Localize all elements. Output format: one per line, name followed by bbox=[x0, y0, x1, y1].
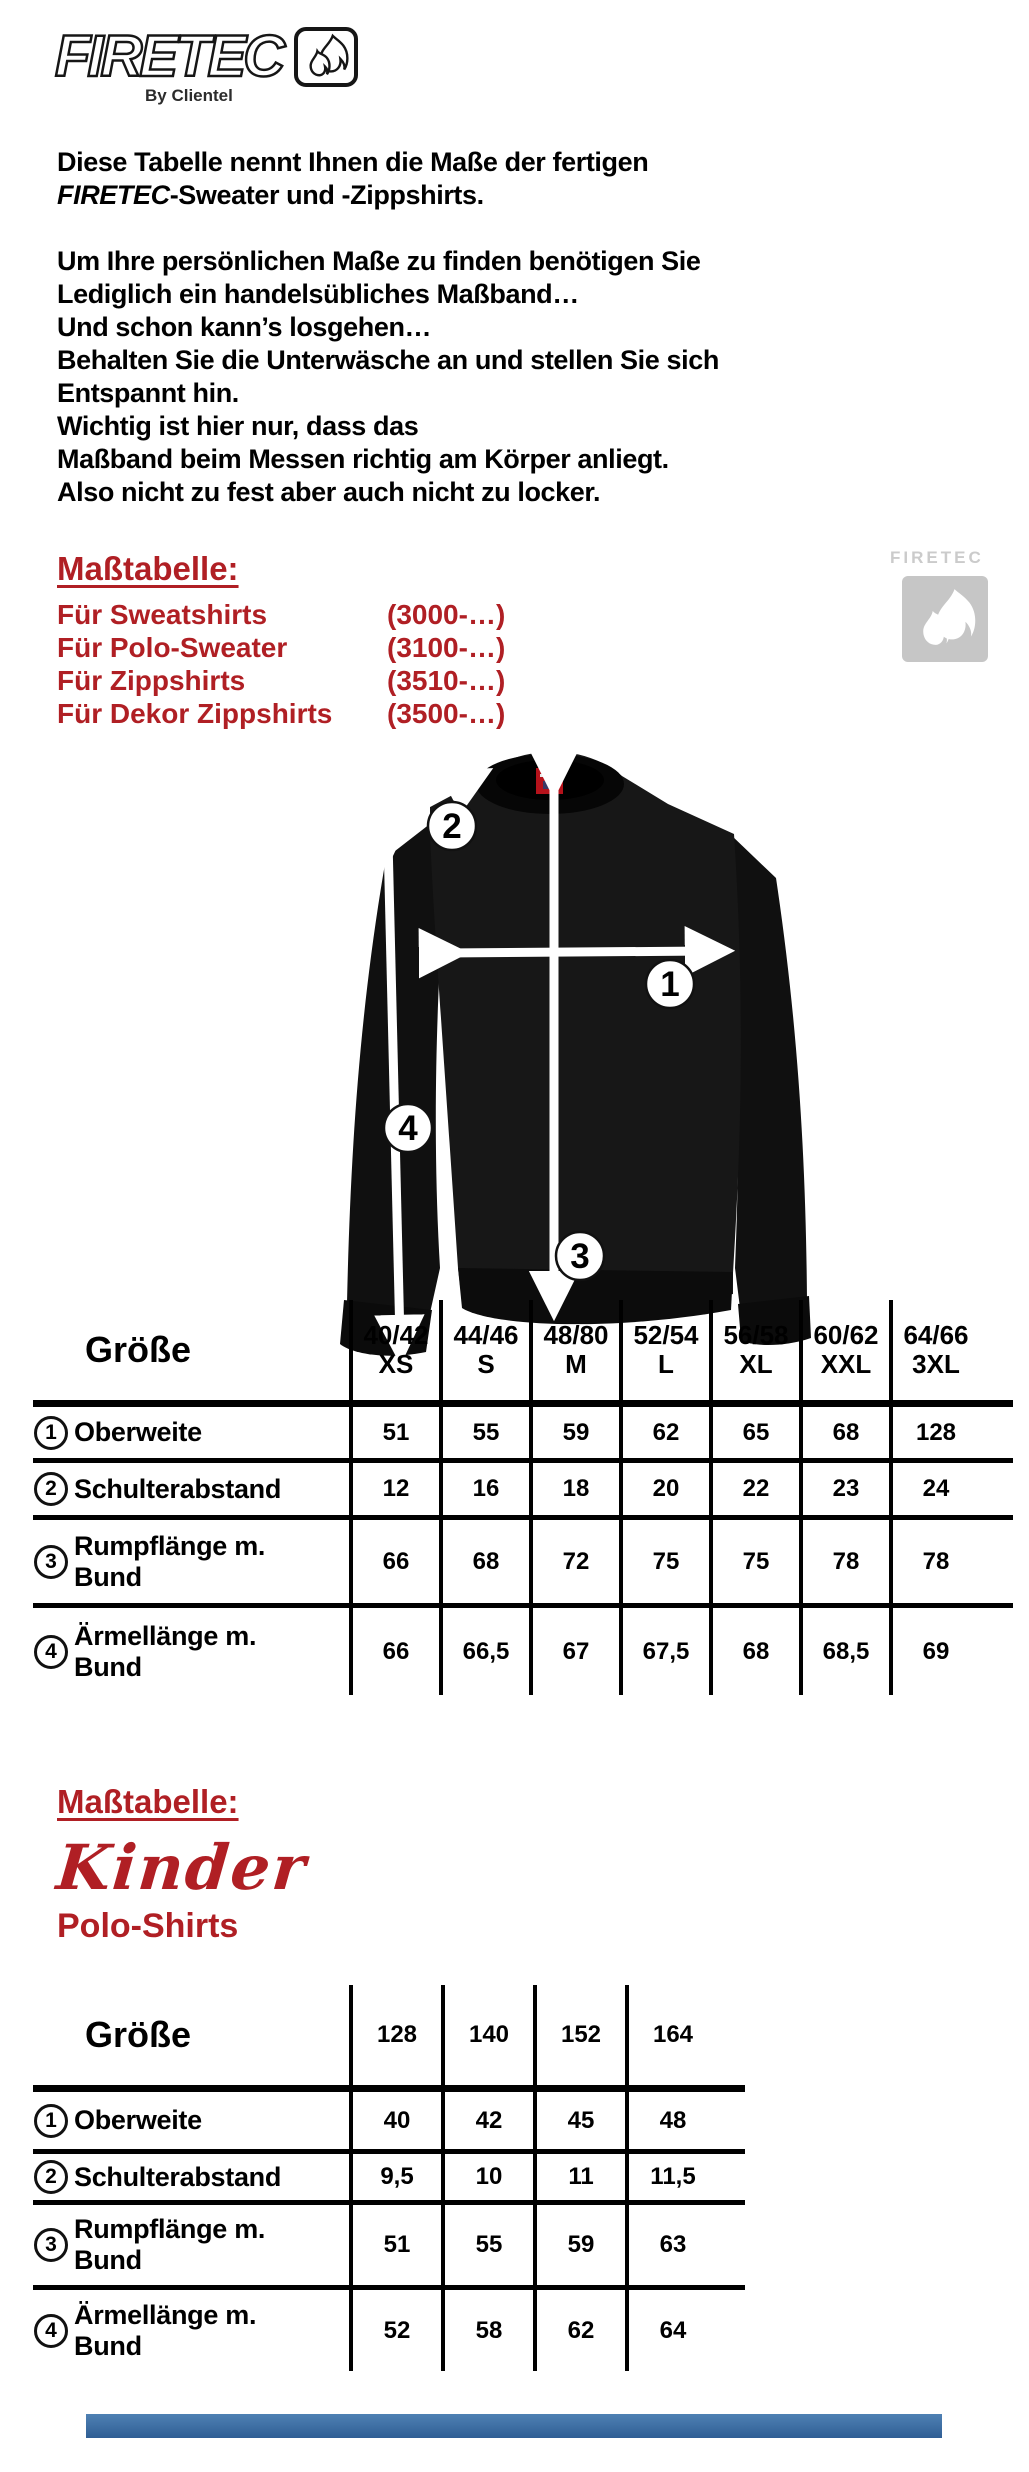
size-col-header: Größe bbox=[85, 1329, 192, 1370]
size-col-header: 40/42 XS bbox=[349, 1300, 439, 1400]
value-cell: 62 bbox=[619, 1407, 709, 1458]
kinder-section bbox=[53, 1783, 311, 1946]
intro-line: Also nicht zu fest aber auch nicht zu locker. bbox=[57, 477, 601, 507]
table-row bbox=[33, 1515, 1013, 1603]
table-extension bbox=[979, 1407, 1013, 1458]
masstabelle-section bbox=[57, 550, 505, 730]
value-cell: 22 bbox=[709, 1463, 799, 1515]
value-cell: 62 bbox=[533, 2290, 625, 2371]
row-label-cell bbox=[33, 2154, 349, 2200]
size-col-header: 64/66 3XL bbox=[889, 1300, 979, 1400]
table-extension bbox=[979, 1608, 1013, 1695]
value-cell: 66 bbox=[349, 1608, 439, 1695]
table-extension bbox=[717, 2290, 745, 2371]
value-cell: 55 bbox=[439, 1407, 529, 1458]
size-col-header: 56/58 XL bbox=[709, 1300, 799, 1400]
watermark-flame-icon bbox=[902, 576, 988, 662]
measure-marker-2 bbox=[428, 802, 476, 850]
kinder-title: Maßtabelle: bbox=[57, 1783, 239, 1820]
value-cell: 63 bbox=[625, 2205, 717, 2285]
intro-line: Wichtig ist hier nur, dass das bbox=[57, 411, 419, 441]
value-cell: 16 bbox=[439, 1463, 529, 1515]
value-cell: 75 bbox=[619, 1520, 709, 1603]
value-cell: 11,5 bbox=[625, 2154, 717, 2200]
table-row bbox=[33, 1400, 1013, 1458]
size-table-adults bbox=[33, 1300, 1013, 1695]
value-cell: 66,5 bbox=[439, 1608, 529, 1695]
row-label-cell bbox=[33, 1520, 349, 1603]
table-extension bbox=[979, 1520, 1013, 1603]
row-number-badge: 1 bbox=[34, 2104, 68, 2138]
size-col-header: Größe bbox=[85, 2014, 192, 2055]
intro-line: Diese Tabelle nennt Ihnen die Maße der fertigen bbox=[57, 147, 649, 177]
measure-marker-4 bbox=[384, 1104, 432, 1152]
size-col-header: 140 bbox=[441, 1985, 533, 2085]
watermark-text: FIRETEC bbox=[890, 548, 984, 567]
value-cell: 20 bbox=[619, 1463, 709, 1515]
size-col-header: 44/46 S bbox=[439, 1300, 529, 1400]
measure-marker-3 bbox=[556, 1232, 604, 1280]
row-label-cell bbox=[33, 1608, 349, 1695]
value-cell: 11 bbox=[533, 2154, 625, 2200]
value-cell: 75 bbox=[709, 1520, 799, 1603]
size-col-header: 152 bbox=[533, 1985, 625, 2085]
value-cell: 67 bbox=[529, 1608, 619, 1695]
product-code-item bbox=[57, 664, 505, 697]
value-cell: 69 bbox=[889, 1608, 979, 1695]
product-code: (3100-…) bbox=[387, 632, 506, 663]
value-cell: 128 bbox=[889, 1407, 979, 1458]
row-label: Ärmellänge m. Bund bbox=[74, 2299, 257, 2361]
table-row bbox=[33, 2285, 745, 2371]
table-extension bbox=[717, 2092, 745, 2149]
value-cell: 55 bbox=[441, 2205, 533, 2285]
row-label-cell bbox=[33, 2290, 349, 2371]
row-number-badge: 2 bbox=[34, 1472, 68, 1506]
value-cell: 51 bbox=[349, 1407, 439, 1458]
size-table-kids bbox=[33, 1985, 745, 2371]
row-label: Schulterabstand bbox=[74, 2161, 282, 2192]
product-code: (3510-…) bbox=[387, 665, 506, 696]
value-cell: 58 bbox=[441, 2290, 533, 2371]
masstabelle-title: Maßtabelle: bbox=[57, 550, 239, 587]
row-number-badge: 3 bbox=[34, 1545, 68, 1579]
size-col-header: 164 bbox=[625, 1985, 717, 2085]
table-row bbox=[33, 2085, 745, 2149]
size-col-header: 52/54 L bbox=[619, 1300, 709, 1400]
value-cell: 68 bbox=[799, 1407, 889, 1458]
value-cell: 59 bbox=[529, 1407, 619, 1458]
product-label: Für Zippshirts bbox=[57, 665, 246, 696]
firetec-watermark bbox=[890, 548, 988, 662]
firetec-logo bbox=[55, 26, 358, 106]
value-cell: 10 bbox=[441, 2154, 533, 2200]
spacer bbox=[57, 212, 719, 245]
intro-line: Entspannt hin. bbox=[57, 378, 239, 408]
table-row bbox=[33, 2200, 745, 2285]
value-cell: 23 bbox=[799, 1463, 889, 1515]
row-label: Oberweite bbox=[74, 1417, 202, 1447]
value-cell: 68,5 bbox=[799, 1608, 889, 1695]
value-cell: 40 bbox=[349, 2092, 441, 2149]
table-row bbox=[33, 1458, 1013, 1515]
intro-line-rest: -Sweater und -Zippshirts. bbox=[169, 180, 484, 210]
flame-icon bbox=[294, 27, 358, 87]
value-cell: 66 bbox=[349, 1520, 439, 1603]
intro-line: Maßband beim Messen richtig am Körper anliegt. bbox=[57, 444, 669, 474]
value-cell: 78 bbox=[799, 1520, 889, 1603]
table-extension bbox=[979, 1300, 1013, 1400]
product-code-item bbox=[57, 598, 505, 631]
product-code: (3500-…) bbox=[387, 698, 506, 729]
table-header-row bbox=[33, 1300, 1013, 1400]
value-cell: 45 bbox=[533, 2092, 625, 2149]
value-cell: 72 bbox=[529, 1520, 619, 1603]
svg-text:1: 1 bbox=[660, 965, 680, 1004]
row-label: Ärmellänge m. Bund bbox=[74, 1620, 257, 1682]
product-label: Für Polo-Sweater bbox=[57, 632, 288, 663]
row-number-badge: 3 bbox=[34, 2228, 68, 2262]
kinder-subtitle: Polo-Shirts bbox=[57, 1907, 239, 1945]
intro-text bbox=[57, 146, 719, 509]
value-cell: 65 bbox=[709, 1407, 799, 1458]
value-cell: 59 bbox=[533, 2205, 625, 2285]
table-row bbox=[33, 1603, 1013, 1695]
row-label: Oberweite bbox=[74, 2105, 202, 2135]
row-label: Rumpflänge m. Bund bbox=[74, 1530, 266, 1592]
row-number-badge: 4 bbox=[34, 1635, 68, 1669]
intro-line: Behalten Sie die Unterwäsche an und stellen Sie sich bbox=[57, 345, 719, 375]
product-code: (3000-…) bbox=[387, 599, 506, 630]
table-extension bbox=[717, 1985, 745, 2085]
value-cell: 68 bbox=[439, 1520, 529, 1603]
table-header-row bbox=[33, 1985, 745, 2085]
product-code-item bbox=[57, 631, 505, 664]
value-cell: 52 bbox=[349, 2290, 441, 2371]
svg-text:3: 3 bbox=[570, 1237, 590, 1276]
product-label: Für Dekor Zippshirts bbox=[57, 698, 333, 729]
value-cell: 42 bbox=[441, 2092, 533, 2149]
svg-text:4: 4 bbox=[398, 1109, 418, 1148]
firetec-logo-text: FIRETEC bbox=[55, 24, 283, 89]
row-number-badge: 4 bbox=[34, 2314, 68, 2348]
kinder-script: Kinder bbox=[53, 1831, 311, 1904]
row-label-cell bbox=[33, 2092, 349, 2149]
sweater-diagram bbox=[190, 728, 860, 1388]
measure-marker-1 bbox=[646, 960, 694, 1008]
value-cell: 78 bbox=[889, 1520, 979, 1603]
size-col-header: 48/80 M bbox=[529, 1300, 619, 1400]
sweater-body bbox=[430, 752, 741, 1311]
row-number-badge: 1 bbox=[34, 1416, 68, 1450]
footer-bar bbox=[86, 2414, 942, 2438]
row-label-cell bbox=[33, 2205, 349, 2285]
intro-line: Um Ihre persönlichen Maße zu finden benötigen Sie bbox=[57, 246, 701, 276]
table-extension bbox=[717, 2205, 745, 2285]
product-label: Für Sweatshirts bbox=[57, 599, 268, 630]
value-cell: 68 bbox=[709, 1608, 799, 1695]
row-label: Rumpflänge m. Bund bbox=[74, 2214, 266, 2275]
value-cell: 64 bbox=[625, 2290, 717, 2371]
value-cell: 12 bbox=[349, 1463, 439, 1515]
row-label-cell bbox=[33, 1407, 349, 1458]
product-code-item bbox=[57, 697, 505, 730]
size-col-header: 60/62 XXL bbox=[799, 1300, 889, 1400]
brand-name: FIRETEC bbox=[57, 180, 170, 210]
row-number-badge: 2 bbox=[34, 2160, 68, 2194]
value-cell: 24 bbox=[889, 1463, 979, 1515]
size-col-header: 128 bbox=[349, 1985, 441, 2085]
value-cell: 51 bbox=[349, 2205, 441, 2285]
value-cell: 18 bbox=[529, 1463, 619, 1515]
logo-byline: By Clientel bbox=[145, 86, 233, 105]
table-extension bbox=[717, 2154, 745, 2200]
value-cell: 48 bbox=[625, 2092, 717, 2149]
svg-text:2: 2 bbox=[442, 807, 462, 846]
intro-line: Und schon kann’s losgehen… bbox=[57, 312, 432, 342]
row-label: Schulterabstand bbox=[74, 1473, 282, 1504]
measure-arrow-1 bbox=[444, 951, 710, 953]
value-cell: 67,5 bbox=[619, 1608, 709, 1695]
intro-line: Lediglich ein handelsübliches Maßband… bbox=[57, 279, 579, 309]
table-row bbox=[33, 2149, 745, 2200]
table-extension bbox=[979, 1463, 1013, 1515]
value-cell: 9,5 bbox=[349, 2154, 441, 2200]
sweater-graphic bbox=[190, 728, 860, 1388]
intro-line bbox=[57, 179, 719, 212]
row-label-cell bbox=[33, 1463, 349, 1515]
